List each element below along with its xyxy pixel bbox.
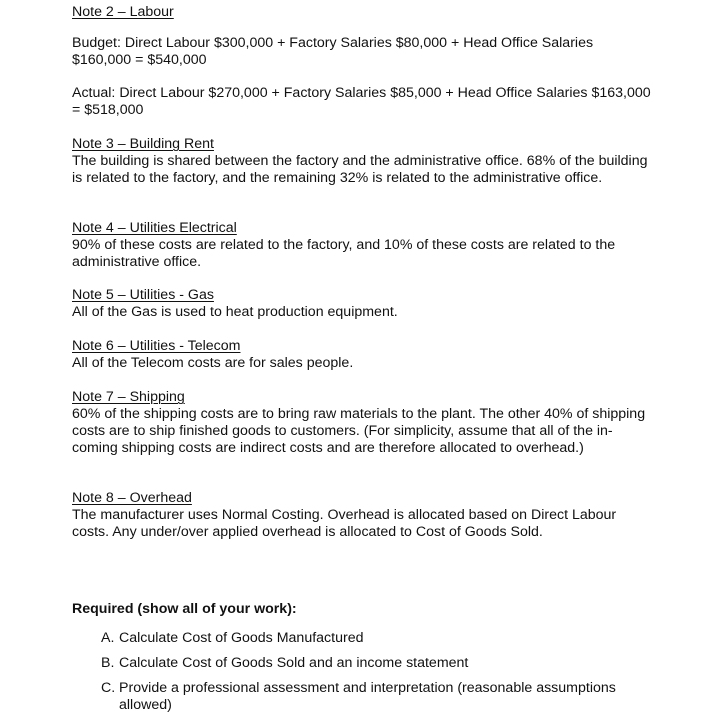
note-building-rent — [72, 136, 652, 187]
note-utilities-electrical — [72, 220, 652, 271]
note-utilities-telecom — [72, 338, 652, 372]
list-letter: C. — [101, 680, 116, 696]
required-item-b — [72, 655, 652, 672]
note-paragraph: The building is shared between the factory and the administrative office. 68% of the building is related to the factory, and the remaining 32% is related to the administrative office. — [72, 153, 648, 186]
note-shipping — [72, 389, 652, 457]
required-title: Required (show all of your work): — [72, 601, 297, 617]
list-item-text: Calculate Cost of Goods Sold and an income statement — [119, 655, 469, 671]
note-paragraph: All of the Telecom costs are for sales people. — [72, 355, 354, 371]
note-paragraph: 90% of these costs are related to the factory, and 10% of these costs are related to the administrative office. — [72, 237, 616, 270]
note-paragraph: All of the Gas is used to heat production equipment. — [72, 304, 398, 320]
required-section — [72, 601, 652, 618]
note-labour — [72, 4, 652, 119]
note-title: Note 6 – Utilities - Telecom — [72, 338, 241, 354]
note-title: Note 7 – Shipping — [72, 389, 185, 405]
list-item-text: Calculate Cost of Goods Manufactured — [119, 630, 364, 646]
note-paragraph: 60% of the shipping costs are to bring raw materials to the plant. The other 40% of shipping costs are to ship finished goods to customers. (For simplicity, assume that all of the in-coming shipping costs are indirect costs and are therefore allocated to overhead.) — [72, 406, 646, 456]
note-title: Note 8 – Overhead — [72, 490, 192, 506]
required-item-a — [72, 630, 652, 647]
note-title: Note 4 – Utilities Electrical — [72, 220, 237, 236]
note-title: Note 2 – Labour — [72, 4, 174, 20]
note-utilities-gas — [72, 287, 652, 321]
note-paragraph: The manufacturer uses Normal Costing. Overhead is allocated based on Direct Labour costs. Any under/over applied overhead is allocated to Cost of Goods Sold. — [72, 507, 617, 540]
note-paragraph-budget: Budget: Direct Labour $300,000 + Factory Salaries $80,000 + Head Office Salaries $160,000 = $540,000 — [72, 35, 594, 68]
list-letter: A. — [101, 630, 115, 646]
list-letter: B. — [101, 655, 115, 671]
list-item-text: Provide a professional assessment and interpretation (reasonable assumptions allowed) — [119, 680, 616, 713]
required-list — [72, 630, 652, 722]
note-title: Note 3 – Building Rent — [72, 136, 214, 152]
note-overhead — [72, 490, 652, 541]
required-item-c — [72, 680, 652, 714]
note-title: Note 5 – Utilities - Gas — [72, 287, 214, 303]
note-paragraph-actual: Actual: Direct Labour $270,000 + Factory Salaries $85,000 + Head Office Salaries $163,000 = $518,000 — [72, 85, 651, 118]
